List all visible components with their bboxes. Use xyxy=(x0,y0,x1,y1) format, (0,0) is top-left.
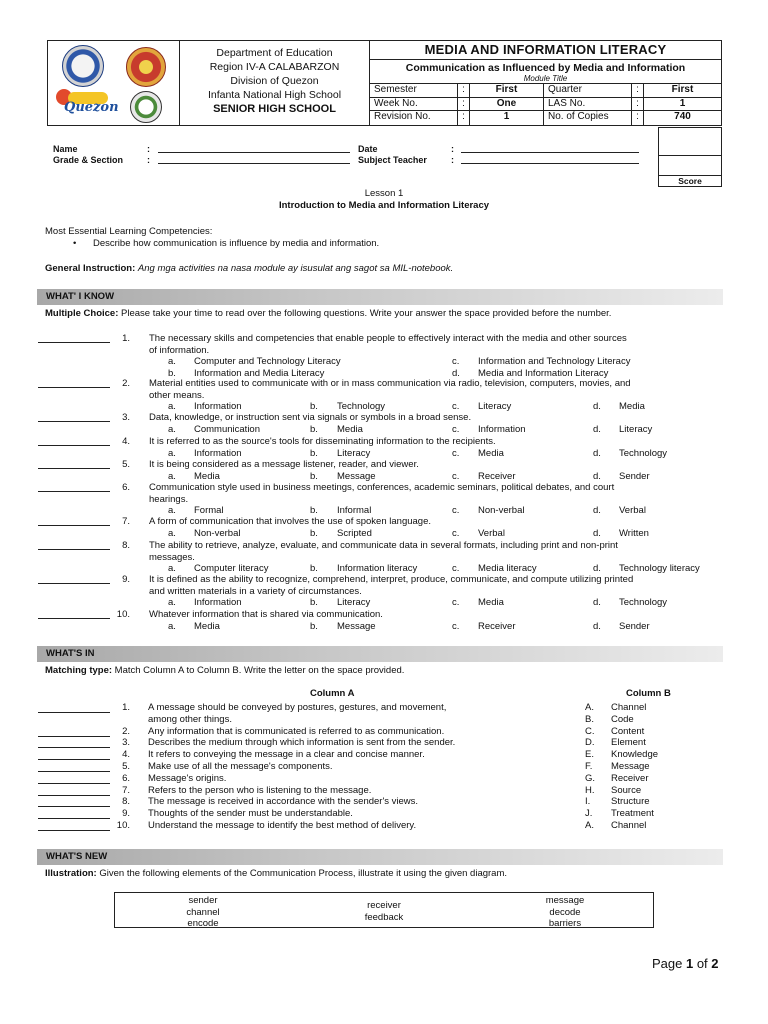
question-text-cont: of information. xyxy=(149,344,210,356)
column-b-item: Treatment xyxy=(611,808,654,820)
question-text: Whatever information that is shared via communication. xyxy=(149,609,383,620)
info-value: 1 xyxy=(644,98,721,112)
info-value: One xyxy=(470,98,544,112)
option-text: Media xyxy=(194,470,220,482)
colon: : xyxy=(451,155,454,165)
option-letter: b. xyxy=(310,447,318,459)
column-b-letter: A. xyxy=(585,702,594,713)
question-number: 9. xyxy=(122,574,130,585)
page-prefix: Page xyxy=(652,956,686,971)
column-a-item: Understand the message to identify the best method of delivery. xyxy=(148,820,417,831)
page-current: 1 xyxy=(685,956,694,971)
info-sep: : xyxy=(632,84,644,98)
option-text: Computer and Technology Literacy xyxy=(194,356,341,367)
module-info-panel xyxy=(370,41,721,125)
column-b-item: Receiver xyxy=(611,772,649,784)
option-text: Information xyxy=(194,401,242,412)
column-a-item: Make use of all the message's components. xyxy=(148,761,333,772)
question-number: 6. xyxy=(122,482,130,493)
column-a-item: The message is received in accordance with the sender's views. xyxy=(148,796,419,808)
option-letter: c. xyxy=(452,447,460,459)
option-text: Literacy xyxy=(478,401,512,412)
logos-panel xyxy=(48,41,180,125)
question-text: Communication style used in business meetings, conferences, academic seminars, political debates, and court xyxy=(149,482,615,493)
option-text: Media xyxy=(478,447,504,459)
communication-elements-box xyxy=(114,892,654,928)
question-text: Material entities used to communicate with or in mass communication via radio, television, computers, movies, and xyxy=(149,378,631,389)
mc-instruction xyxy=(45,308,611,320)
question-number: 3. xyxy=(122,412,130,423)
page-total: 2 xyxy=(711,956,719,971)
matching-label: Matching type: xyxy=(45,665,113,676)
option-text: Sender xyxy=(619,470,650,482)
section-heading-what-i-know: WHAT' I KNOW xyxy=(37,289,723,305)
option-text: Media literacy xyxy=(478,563,537,574)
question-number: 5. xyxy=(122,459,130,470)
column-b-letter: I. xyxy=(585,796,591,808)
item-number: 1. xyxy=(122,702,130,713)
option-text: Information xyxy=(478,423,526,435)
deped-quezon-logo xyxy=(54,89,119,117)
option-letter: a. xyxy=(168,401,176,412)
matching-instruction xyxy=(45,665,404,677)
column-b-item: Content xyxy=(611,725,645,737)
option-letter: a. xyxy=(168,563,176,574)
column-a-item: It refers to conveying the message in a clear and concise manner. xyxy=(148,749,425,761)
score-divider xyxy=(659,155,721,156)
question-text: Data, knowledge, or instruction sent via signals or symbols in a broad sense. xyxy=(149,412,472,423)
subject-teacher-field[interactable] xyxy=(461,153,639,164)
option-letter: a. xyxy=(168,505,176,516)
score-box xyxy=(658,127,722,187)
option-letter: d. xyxy=(593,505,601,516)
dept-name: Department of Education xyxy=(216,47,333,59)
info-sep: : xyxy=(458,84,470,98)
element-term: feedback xyxy=(364,911,404,923)
question-text: The ability to retrieve, analyze, evaluate, and communicate data in several formats, including print and non-print xyxy=(149,540,618,551)
name-field[interactable] xyxy=(158,142,350,153)
melc-heading: Most Essential Learning Competencies: xyxy=(45,226,213,237)
option-text: Information and Technology Literacy xyxy=(478,356,631,367)
column-b-letter: J. xyxy=(585,808,593,820)
option-text: Information xyxy=(194,597,242,608)
option-text: Communication xyxy=(194,423,260,435)
option-letter: b. xyxy=(310,620,318,632)
option-letter: d. xyxy=(593,620,601,632)
info-value: First xyxy=(470,84,544,98)
column-b-item: Element xyxy=(611,737,646,749)
question-number: 2. xyxy=(122,378,130,389)
info-label: Quarter xyxy=(544,84,632,98)
option-letter: b. xyxy=(310,527,318,539)
question-text: It is referred to as the source's tools for disseminating information to the recipients. xyxy=(149,436,496,447)
info-label: Revision No. xyxy=(370,111,458,125)
option-text: Media xyxy=(337,423,363,435)
melc-item: Describe how communication is influence by media and information. xyxy=(93,238,380,249)
option-text: Non-verbal xyxy=(478,505,525,516)
subject-teacher-label: Subject Teacher xyxy=(358,155,427,165)
option-text: Media xyxy=(478,597,504,608)
option-letter: b. xyxy=(310,563,318,574)
column-b-letter: C. xyxy=(585,725,595,737)
option-text: Technology xyxy=(619,447,668,459)
elements-column-2 xyxy=(324,900,444,923)
column-a-item: Any information that is communicated is referred to as communication. xyxy=(148,725,445,737)
elements-column-1 xyxy=(143,895,263,930)
option-letter: c. xyxy=(452,401,460,412)
column-a-item: Thoughts of the sender must be understandable. xyxy=(148,808,353,820)
option-letter: a. xyxy=(168,527,176,539)
option-letter: c. xyxy=(452,470,460,482)
region-seal-logo xyxy=(126,47,166,87)
option-letter: c. xyxy=(452,597,460,608)
melc-bullet: • xyxy=(73,238,77,249)
option-letter: b. xyxy=(310,470,318,482)
item-number: 3. xyxy=(122,737,130,749)
item-number: 4. xyxy=(122,749,130,761)
question-text: The necessary skills and competencies that enable people to effectively interact with the media and other sources xyxy=(149,333,627,344)
element-term: sender xyxy=(188,895,218,906)
option-text: Information xyxy=(194,447,242,459)
option-text: Receiver xyxy=(478,620,516,632)
column-b-item: Code xyxy=(611,713,634,725)
option-text: Media xyxy=(619,401,645,412)
column-a-item-cont: among other things. xyxy=(148,713,232,725)
option-letter: a. xyxy=(168,356,176,367)
colon: : xyxy=(147,144,150,154)
option-letter: a. xyxy=(168,597,176,608)
option-letter: c. xyxy=(452,356,460,367)
illustration-label: Illustration: xyxy=(45,868,97,879)
option-letter: d. xyxy=(593,423,601,435)
gi-text: Ang mga activities na nasa module ay isusulat ang sagot sa MIL-notebook. xyxy=(137,263,454,274)
colon: : xyxy=(147,155,150,165)
option-text: Message xyxy=(337,470,376,482)
item-number: 2. xyxy=(122,725,130,737)
column-a-item: Describes the medium through which information is sent from the sender. xyxy=(148,737,456,749)
question-text: It is defined as the ability to recognize, comprehend, interpret, produce, communicate, and compute utilizing printed xyxy=(149,574,634,585)
column-b-item: Knowledge xyxy=(611,749,659,761)
info-value: 740 xyxy=(674,111,691,123)
column-b-item: Channel xyxy=(611,820,647,831)
option-text: Message xyxy=(337,620,376,632)
matching-text: Match Column A to Column B. Write the letter on the space provided. xyxy=(114,665,405,676)
column-b-item: Channel xyxy=(611,702,647,713)
section-heading-whats-in: WHAT'S IN xyxy=(37,646,723,662)
score-label: Score xyxy=(678,176,702,186)
item-number: 8. xyxy=(122,796,130,808)
module-title: Communication as Influenced by Media and Information xyxy=(405,62,686,74)
option-text: Media and Information Literacy xyxy=(478,367,609,379)
elements-column-3 xyxy=(505,895,625,930)
option-letter: d. xyxy=(452,367,460,379)
module-info-grid xyxy=(370,83,721,125)
column-b-letter: D. xyxy=(585,737,595,749)
mc-text: Please take your time to read over the following questions. Write your answer the space provided before the number. xyxy=(121,308,612,319)
option-text: Literacy xyxy=(337,447,371,459)
option-text: Verbal xyxy=(478,527,505,539)
option-text: Technology xyxy=(619,597,668,608)
option-letter: b. xyxy=(310,401,318,412)
quezon-wordmark: Quezon xyxy=(64,100,119,115)
option-letter: d. xyxy=(593,527,601,539)
option-letter: b. xyxy=(310,423,318,435)
question-number: 8. xyxy=(122,540,130,551)
item-number: 9. xyxy=(122,808,130,820)
option-text: Literacy xyxy=(619,423,653,435)
page-indicator xyxy=(652,956,719,971)
info-value: 1 xyxy=(470,111,544,125)
info-label: Semester xyxy=(370,84,458,98)
option-text: Non-verbal xyxy=(194,527,241,539)
illustration-text: Given the following elements of the Communication Process, illustrate it using the given diagram. xyxy=(99,868,508,879)
column-a-heading: Column A xyxy=(310,688,355,699)
option-letter: a. xyxy=(168,620,176,632)
option-letter: a. xyxy=(168,423,176,435)
item-number: 10. xyxy=(116,820,130,831)
info-label: No. of Copies xyxy=(544,111,632,125)
question-number: 10. xyxy=(116,609,130,620)
column-a-item: Message's origins. xyxy=(148,772,227,784)
item-number: 5. xyxy=(122,761,130,772)
school-name: Infanta National High School xyxy=(207,89,342,101)
option-text: Formal xyxy=(194,505,224,516)
item-number: 7. xyxy=(122,784,130,796)
grade-section-label: Grade & Section xyxy=(53,155,124,165)
option-letter: b. xyxy=(310,505,318,516)
question-text: A form of communication that involves the use of spoken language. xyxy=(149,516,431,527)
column-b-letter: B. xyxy=(585,713,594,725)
option-letter: a. xyxy=(168,470,176,482)
column-a-item: Refers to the person who is listening to the message. xyxy=(148,784,372,796)
agency-block xyxy=(180,41,370,125)
element-term: channel xyxy=(186,906,220,918)
column-b-letter: A. xyxy=(585,820,594,831)
module-title-caption: Module Title xyxy=(523,74,568,83)
option-letter: d. xyxy=(593,597,601,608)
question-number: 7. xyxy=(122,516,130,527)
question-text-cont: hearings. xyxy=(149,493,189,505)
lesson-title: Introduction to Media and Information Literacy xyxy=(278,200,490,211)
grade-section-field[interactable] xyxy=(158,153,350,164)
illustration-instruction xyxy=(45,868,507,880)
deped-seal-logo xyxy=(62,45,104,87)
region-name: Region IV-A CALABARZON xyxy=(209,61,340,73)
option-text: Scripted xyxy=(337,527,372,539)
option-text: Written xyxy=(619,527,649,539)
general-instruction xyxy=(45,263,453,275)
option-letter: c. xyxy=(452,563,460,574)
info-value: First xyxy=(644,84,721,98)
element-term: encode xyxy=(187,918,219,929)
option-text: Media xyxy=(194,620,220,632)
question-text-cont: messages. xyxy=(149,551,195,563)
date-label: Date xyxy=(358,144,378,154)
option-letter: c. xyxy=(452,505,460,516)
column-b-item: Message xyxy=(611,761,650,772)
option-text: Information and Media Literacy xyxy=(194,367,325,379)
column-b-letter: F. xyxy=(585,761,593,772)
column-b-heading: Column B xyxy=(626,688,671,699)
option-letter: a. xyxy=(168,447,176,459)
option-letter: d. xyxy=(593,563,601,574)
option-text: Information literacy xyxy=(337,563,418,574)
option-letter: d. xyxy=(593,470,601,482)
question-text-cont: other means. xyxy=(149,389,205,401)
element-term: decode xyxy=(549,906,581,918)
option-letter: d. xyxy=(593,447,601,459)
option-text: Receiver xyxy=(478,470,516,482)
option-text: Technology literacy xyxy=(619,563,700,574)
option-letter: d. xyxy=(593,401,601,412)
column-b-letter: E. xyxy=(585,749,594,761)
column-b-letter: H. xyxy=(585,784,595,796)
option-text: Technology xyxy=(337,401,386,412)
option-letter: c. xyxy=(452,423,460,435)
name-label: Name xyxy=(53,144,78,154)
element-term: receiver xyxy=(367,900,401,911)
option-text: Informal xyxy=(337,505,372,516)
option-letter: b. xyxy=(310,597,318,608)
gi-label: General Instruction: xyxy=(45,263,136,274)
item-number: 6. xyxy=(122,772,130,784)
info-sep: : xyxy=(458,98,470,112)
column-b-letter: G. xyxy=(585,772,596,784)
column-b-item: Source xyxy=(611,784,642,796)
element-term: barriers xyxy=(548,918,582,929)
option-letter: c. xyxy=(452,620,460,632)
option-letter: b. xyxy=(168,367,176,379)
school-seal-logo xyxy=(130,91,162,123)
element-term: message xyxy=(545,895,585,906)
mc-label: Multiple Choice: xyxy=(45,308,119,319)
info-sep: : xyxy=(632,98,644,112)
option-text: Verbal xyxy=(619,505,646,516)
lesson-number: Lesson 1 xyxy=(364,188,404,199)
page-of: of xyxy=(693,956,712,971)
info-sep: : xyxy=(458,111,470,125)
shs-label: SENIOR HIGH SCHOOL xyxy=(213,103,336,115)
question-number: 4. xyxy=(122,436,130,447)
section-heading-whats-new: WHAT'S NEW xyxy=(37,849,723,865)
info-sep: : xyxy=(632,111,644,125)
date-field[interactable] xyxy=(461,142,639,153)
info-label: Week No. xyxy=(370,98,458,112)
question-number: 1. xyxy=(122,333,130,344)
option-letter: c. xyxy=(452,527,460,539)
colon: : xyxy=(451,144,454,154)
division-name: Division of Quezon xyxy=(230,75,319,87)
option-text: Computer literacy xyxy=(194,563,269,574)
question-text-cont: and written materials in a variety of circumstances. xyxy=(149,585,362,597)
document-header xyxy=(47,40,722,126)
column-b-item: Structure xyxy=(611,796,650,808)
info-label: LAS No. xyxy=(544,98,632,112)
option-text: Literacy xyxy=(337,597,371,608)
question-text: It is being considered as a message listener, reader, and viewer. xyxy=(149,459,419,470)
option-text: Sender xyxy=(619,620,650,632)
subject-title: MEDIA AND INFORMATION LITERACY xyxy=(370,41,721,60)
column-a-item: A message should be conveyed by postures, gestures, and movement, xyxy=(148,702,447,713)
